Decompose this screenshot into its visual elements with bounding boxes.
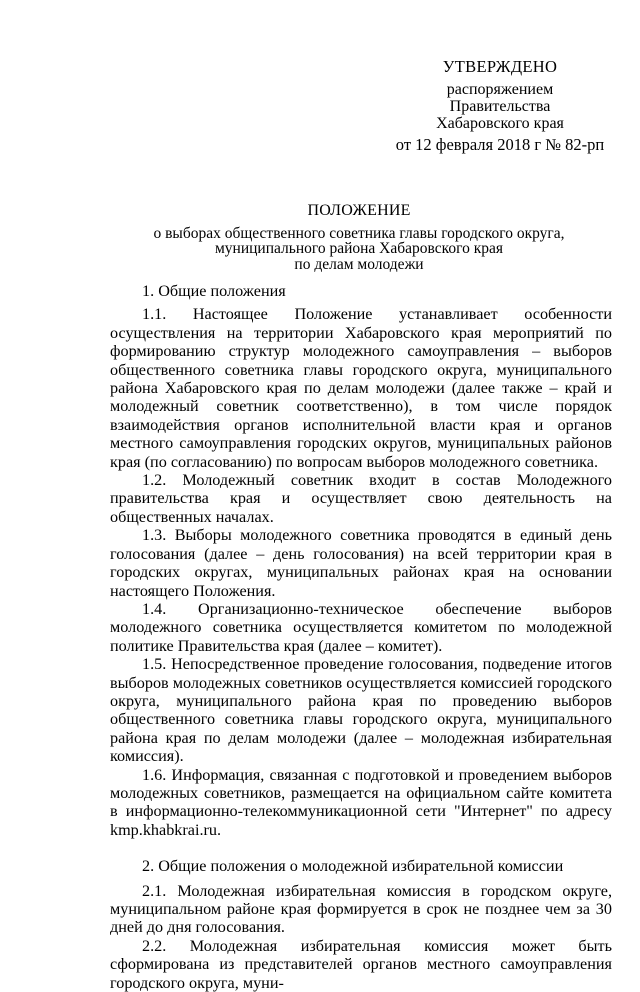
paragraph-2-2: 2.2. Молодежная избирательная комиссия может быть сформирована из представителей органов местного самоуправления городского округа, муни- [110,936,612,992]
paragraph-2-1: 2.1. Молодежная избирательная комиссия в городском округе, муниципальном районе края формируется в срок не позднее чем за 30 дней до дня голосования. [110,881,612,937]
approval-line-3: Хабаровского края [436,115,564,132]
paragraph-1-4: 1.4. Организационно-техническое обеспечение выборов молодежного советника осуществляется комитетом по молодежной политике Правительства края (далее – комитет). [110,599,612,655]
approval-stamp [395,58,605,153]
paragraph-1-6: 1.6. Информация, связанная с подготовкой и проведением выборов молодежных советников, размещается на официальном сайте комитета в информационно-телекоммуникационной сети "Интернет" по адресу kmp.khabkrai.ru. [110,765,612,839]
approval-line-1: распоряжением [446,81,554,98]
document-body [110,282,612,992]
document-heading [100,203,618,272]
heading-line-2: муниципального района Хабаровского края [214,240,504,257]
heading-line-1: о выборах общественного советника главы городского округа, [153,224,565,242]
paragraph-1-5: 1.5. Непосредственное проведение голосования, подведение итогов выборов молодежных советников осуществляется комиссией городского округа, муниципального района края по проведению выборов общественного советника главы городского округа, муниципального района края по делам молодежи (далее – молодежная избирательная комиссия). [110,655,612,766]
heading-main: ПОЛОЖЕНИЕ [307,202,411,219]
paragraph-1-1: 1.1. Настоящее Положение устанавливает особенности осуществления на территории Хабаровского края мероприятий по формированию структур молодежного самоуправления – выборов общественного советника главы городского округа, муниципального района Хабаровского края по делам молодежи (далее также – край и молодежный советник соответственно), в том числе порядок взаимодействия органов исполнительной власти края и органов местного самоуправления городских округов, муниципальных районов края (по согласованию) по вопросам выборов молодежного советника. [110,305,612,471]
approval-line-2: Правительства [449,98,551,115]
approval-date: от 12 февраля 2018 г № 82-рп [395,135,605,154]
heading-line-3: по делам молодежи [294,255,424,273]
section-2-title: 2. Общие положения о молодежной избирательной комиссии [142,857,564,876]
paragraph-1-2: 1.2. Молодежный советник входит в состав Молодежного правительства края и осуществляет свою деятельность на общественных началах. [110,471,612,526]
approval-title: УТВЕРЖДЕНО [442,57,558,76]
paragraph-1-3: 1.3. Выборы молодежного советника проводятся в единый день голосования (далее – день голосования) на всей территории края в городских округах, муниципальных районах края на основании настоящего Положения. [110,526,612,600]
section-1-title: 1. Общие положения [142,282,286,300]
